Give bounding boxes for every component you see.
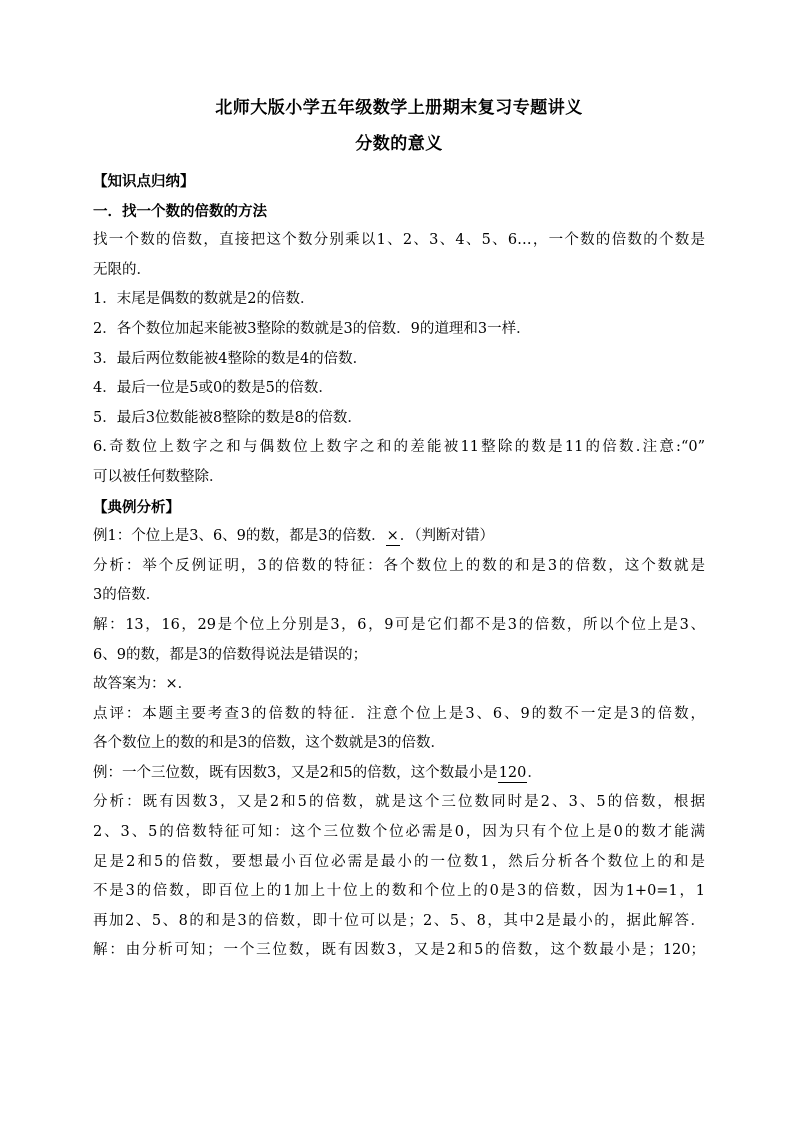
example-1-answer: ×	[386, 528, 399, 545]
rule-item: 2．各个数位加起来能被3整除的数就是3的倍数．9的道理和3一样．	[93, 320, 531, 337]
example-2-suffix: ．	[527, 764, 542, 781]
section-heading-knowledge: 【知识点归纳】	[93, 173, 195, 190]
rule-item: 5．最后3位数能被8整除的数是8的倍数．	[93, 409, 362, 426]
example-1-solution: 解：13，16，29是个位上分别是3，6，9可是它们都不是3的倍数，所以个位上是3、	[93, 616, 705, 633]
example-1-comment: 各个数位上的数的和是3的倍数，这个数就是3的倍数．	[93, 735, 445, 752]
example-2-answer: 120	[498, 764, 527, 781]
rule-item: 3．最后两位数能被4整除的数是4的倍数．	[93, 350, 368, 367]
document-subtitle: 分数的意义	[355, 134, 443, 154]
document-body	[93, 167, 705, 966]
intro-paragraph-line: 无限的．	[93, 261, 151, 278]
heading-multiples-method: 一．找一个数的倍数的方法	[93, 202, 267, 220]
intro-paragraph-line: 找一个数的倍数，直接把这个数分别乘以1、2、3、4、5、6…，一个数的倍数的个数是	[93, 232, 705, 249]
example-2-analysis: 不是3的倍数，即百位上的1加上十位上的数和个位上的0是3的倍数，因为1+0=1，1	[93, 883, 705, 900]
rule-item: 6.奇数位上数字之和与偶数位上数字之和的差能被11整除的数是11的倍数.注意:“0”	[93, 439, 705, 456]
rule-item: 1．末尾是偶数的数就是2的倍数．	[93, 291, 315, 308]
example-2-analysis: 分析：既有因数3，又是2和5的倍数，就是这个三位数同时是2、3、5的倍数，根据	[93, 794, 705, 811]
example-1-analysis: 3的倍数．	[93, 587, 161, 604]
document-page	[93, 98, 705, 966]
example-2-analysis: 足是2和5的倍数，要想最小百位必需是最小的一位数1，然后分析各个数位上的和是	[93, 853, 705, 870]
example-1-text: 例1：个位上是3、6、9的数，都是3的倍数．	[93, 528, 386, 545]
example-1-solution: 6、9的数，都是3的倍数得说法是错误的；	[93, 646, 368, 663]
example-2-text: 例：一个三位数，既有因数3，又是2和5的倍数，这个数最小是	[93, 764, 498, 781]
rule-item-continuation: 可以被任何数整除．	[93, 468, 224, 485]
example-2-analysis: 再加2、5、8的和是3的倍数，即十位可以是；2、5、8，其中2是最小的，据此解答．	[93, 912, 705, 929]
example-1-comment: 点评：本题主要考查3的倍数的特征．注意个位上是3、6、9的数不一定是3的倍数，	[93, 705, 705, 722]
rule-item: 4．最后一位是5或0的数是5的倍数．	[93, 380, 333, 397]
example-2-analysis: 2、3、5的倍数特征可知：这个三位数个位必需是0，因为只有个位上是0的数才能满	[93, 824, 705, 841]
document-title: 北师大版小学五年级数学上册期末复习专题讲义	[215, 98, 583, 118]
section-heading-examples: 【典例分析】	[93, 498, 180, 516]
example-1-final-answer: 故答案为：×．	[93, 676, 193, 693]
example-1-question	[93, 522, 705, 552]
example-2-solution: 解：由分析可知；一个三位数，既有因数3，又是2和5的倍数，这个数最小是；120；	[93, 942, 705, 959]
example-1-analysis: 分析：举个反例证明，3的倍数的特征：各个数位上的数的和是3的倍数，这个数就是	[93, 557, 705, 574]
example-1-suffix: ．（判断对错）	[399, 528, 495, 545]
example-2-question	[93, 759, 705, 789]
